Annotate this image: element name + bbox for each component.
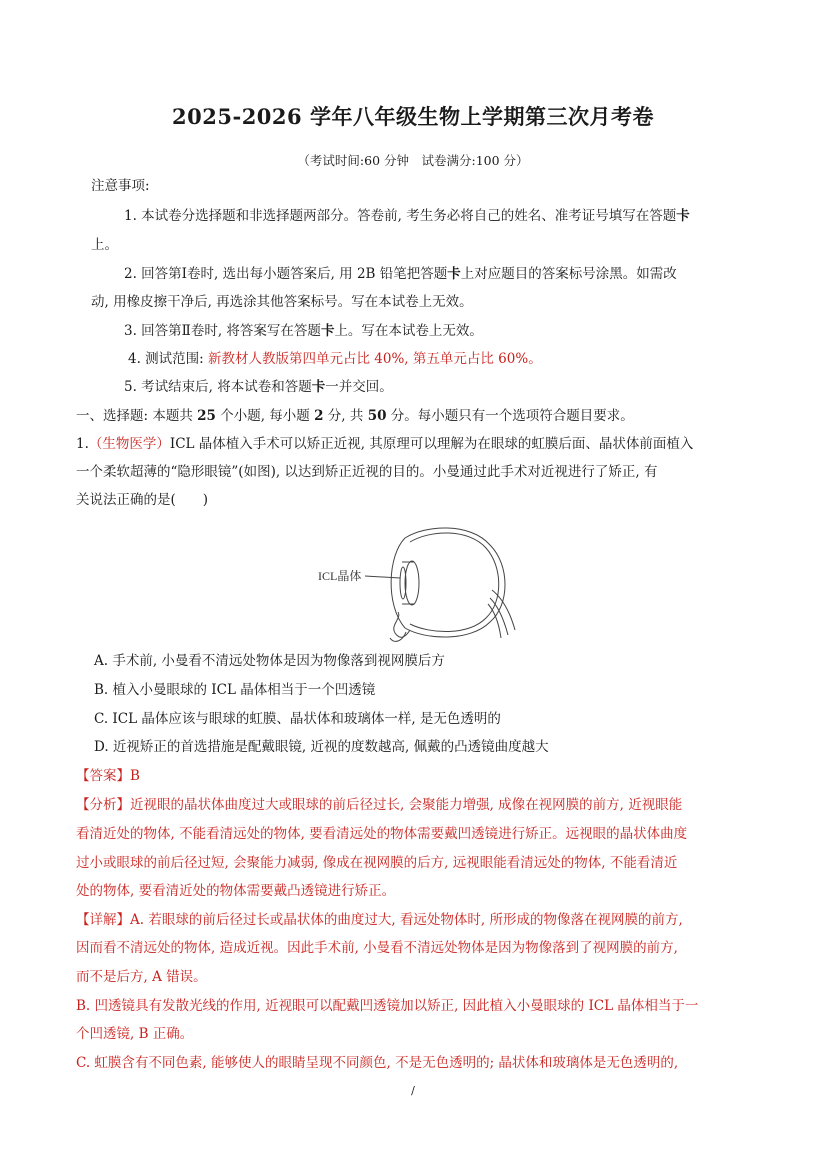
note-1-line-2: 上。 (91, 237, 118, 253)
question-tag: （生物医学） (88, 436, 170, 452)
note-3-text-b: 上。写在本试卷上无效。 (334, 323, 483, 339)
label-leader (365, 576, 400, 578)
question-1-line-2: 一个柔软超薄的“隐形眼镜”(如图), 以达到矫正近视的目的。小曼通过此手术对近视进行了矫正, 有 (76, 464, 658, 480)
note-1-text: 1. 本试卷分选择题和非选择题两部分。答卷前, 考生务必将自己的姓名、准考证号填写在答题 (124, 208, 677, 224)
section-total: 50 (367, 408, 387, 424)
note-3-text: 3. 回答第Ⅱ卷时, 将答案写在答题 (124, 323, 321, 339)
section-heading (76, 407, 634, 425)
note-3-card: 卡 (320, 323, 335, 339)
question-1-line-1 (76, 435, 693, 453)
page-number: / (411, 1084, 415, 1097)
analysis-text-1: 近视眼的晶状体曲度过大或眼球的前后径过长, 会聚能力增强, 成像在视网膜的前方, 近视眼能 (130, 797, 683, 813)
figure-label: ICL晶体 (318, 569, 362, 583)
note-4-text: 4. 测试范围: (128, 351, 209, 367)
note-2-text-b: 上对应题目的答案标号涂黑。如需改 (460, 266, 677, 282)
note-5-text: 5. 考试结束后, 将本试卷和答题 (124, 379, 312, 395)
detail-label: 【详解】 (76, 912, 130, 928)
detail-line-6: C. 虹膜含有不同色素, 能够使人的眼睛呈现不同颜色, 不是无色透明的; 晶状体和玻璃体是无色透明的, (76, 1055, 679, 1071)
analysis-line-1 (76, 796, 682, 814)
note-4-scope: 新教材人教版第四单元占比 40%, 第五单元占比 60%。 (208, 351, 542, 367)
question-number: 1. (76, 436, 89, 452)
answer-line (76, 767, 140, 785)
note-5 (124, 378, 393, 396)
analysis-line-3: 过小或眼球的前后径过短, 会聚能力减弱, 像成在视网膜的后方, 远视眼能看清远处的物体, 不能看清近 (76, 855, 678, 871)
section-text-a: 一、选择题: 本题共 (76, 408, 198, 424)
page-title: 2025-2026 学年八年级生物上学期第三次月考卷 (172, 104, 654, 129)
section-text-c: 分, 共 (323, 408, 368, 424)
note-1-line-1 (124, 207, 690, 225)
section-count: 25 (197, 408, 216, 424)
note-5-card: 卡 (311, 379, 326, 395)
analysis-line-4: 处的物体, 要看清近处的物体需要戴凸透镜进行矫正。 (76, 883, 396, 899)
detail-line-1 (76, 911, 683, 929)
note-2-card: 卡 (447, 266, 461, 282)
note-2-line-1 (124, 265, 677, 283)
answer-label: 【答案】 (76, 768, 130, 784)
detail-line-5: 个凹透镜, B 正确。 (76, 1026, 194, 1042)
analysis-line-2: 看清近处的物体, 不能看清远处的物体, 要看清远处的物体需要戴凹透镜进行矫正。远视眼的晶状体曲度 (76, 826, 688, 842)
notes-heading: 注意事项: (91, 178, 150, 194)
optic-nerve-3 (488, 604, 501, 638)
note-3 (124, 322, 483, 340)
detail-line-4: B. 凹透镜具有发散光线的作用, 近视眼可以配戴凹透镜加以矫正, 因此植入小曼眼球的 ICL 晶体相当于一 (76, 998, 699, 1014)
note-2-text: 2. 回答第Ⅰ卷时, 选出每小题答案后, 用 2B 铅笔把答题 (124, 266, 448, 282)
detail-text-a1: A. 若眼球的前后径过长或晶状体的曲度过大, 看远处物体时, 所形成的物像落在视网膜的前方, (130, 912, 683, 928)
answer-value: B (130, 768, 140, 784)
note-2-line-2: 动, 用橡皮擦干净后, 再选涂其他答案标号。写在本试卷上无效。 (91, 294, 473, 310)
section-text-b: 个小题, 每小题 (215, 408, 315, 424)
section-text-d: 分。每小题只有一个选项符合题目要求。 (386, 408, 634, 424)
eye-diagram (310, 520, 520, 645)
option-b[interactable]: B. 植入小曼眼球的 ICL 晶体相当于一个凹透镜 (94, 682, 376, 698)
question-1-line-3: 关说法正确的是( ) (76, 492, 209, 508)
option-a[interactable]: A. 手术前, 小曼看不清远处物体是因为物像落到视网膜后方 (94, 653, 445, 669)
question-text-1: ICL 晶体植入手术可以矫正近视, 其原理可以理解为在眼球的虹膜后面、晶状体前面植入 (169, 436, 694, 452)
detail-line-2: 因而看不清远处的物体, 造成近视。因此手术前, 小曼看不清远处物体是因为物像落到了视网膜的前方, (76, 940, 678, 956)
option-c[interactable]: C. ICL 晶体应该与眼球的虹膜、晶状体和玻璃体一样, 是无色透明的 (94, 711, 501, 727)
lens (405, 561, 419, 605)
detail-line-3: 而不是后方, A 错误。 (76, 969, 207, 985)
note-4 (128, 350, 542, 368)
option-d[interactable]: D. 近视矫正的首选措施是配戴眼镜, 近视的度数越高, 佩戴的凸透镜曲度越大 (94, 739, 549, 755)
eyeball-outline (405, 528, 505, 637)
note-5-text-b: 一并交回。 (325, 379, 393, 395)
note-1-card: 卡 (676, 208, 690, 224)
analysis-label: 【分析】 (76, 797, 130, 813)
section-points: 2 (314, 408, 324, 424)
cornea (391, 538, 405, 628)
exam-info: （考试时间:60 分钟 试卷满分:100 分） (297, 153, 529, 168)
eyeball-inner (410, 533, 499, 632)
